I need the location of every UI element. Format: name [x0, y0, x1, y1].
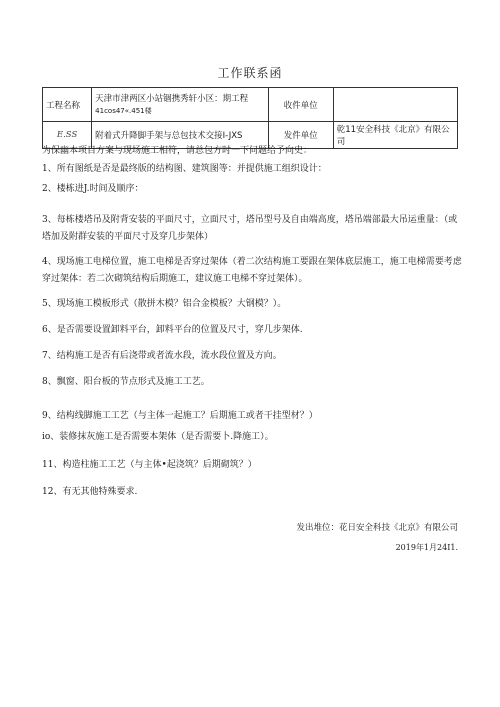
receiver-value: [333, 88, 457, 122]
list-item-4: 4、现场施工电梯位置，施工电梯是否穿过架体（着二次结构施工要跟在架体底层施工，施工电梯需要考虑穿过架体：若二次砌筑结构后期施工，建议施工电梯不穿过架体）。: [42, 257, 462, 284]
project-value-line2: 41cos47«.451楼: [95, 106, 152, 115]
sender-signature: 发出堆位：花日安全科技《北京》有限公司: [296, 523, 458, 533]
project-value-line1: 天津市津两区小站锢携秀轩小区：期工程: [95, 93, 249, 104]
list-item-12: 12、有无其他特殊要求.: [42, 487, 138, 497]
list-item-7: 7、结构施工是否有后浇带或者流水段，流水段位置及方向。: [42, 351, 282, 361]
list-item-1: 1、所有图纸是否是最终版的结构图、建筑图等：并提供施工组织设计：: [42, 164, 327, 174]
sender-value: 乾11安全科技《北京》有限公司: [333, 122, 457, 149]
letter-date: 2019年1月24I1.: [395, 543, 458, 552]
list-item-8: 8、飘窗、阳台板的节点形式及施工工艺。: [42, 377, 210, 387]
sender-label: 发件单位: [268, 122, 333, 149]
list-item-3: 3、每栋楼塔吊及附背安装的平面尺寸，立面尺寸，塔吊型号及自由端高度，塔吊端部最大吊运重量：（或塔加及附群安装的平面尺寸及穿几步架体）: [42, 215, 458, 242]
list-item-9: 9、结构线脚施工工艺（与主体一起施工？后期施工或者干挂型材？）: [42, 411, 318, 421]
header-table: [42, 87, 458, 149]
document-title: 工作联系函: [217, 66, 283, 80]
subject-value: 附着式升降脚手架与总包技术交接I-JXS: [92, 122, 268, 149]
receiver-label: 收件单位: [268, 88, 333, 122]
header-row-project: [43, 88, 458, 122]
list-item-11: 11、构造柱施工工艺（与主体•起浇筑？后期砌筑？）: [42, 460, 257, 470]
subject-label: E.SS: [43, 122, 92, 149]
list-item-10: io、装修抹灰施工是否需要本架体（是否需要卜.降施工）。: [42, 432, 274, 442]
project-value: [92, 88, 268, 122]
intro-paragraph: 为保幽本项目方案与现场施工相符，请总包方时一下问题给予向史：: [42, 146, 313, 156]
list-item-5: 5、现场施工模板形式（散拼木模？铝合金模板？大钢模？）。: [42, 299, 287, 309]
project-label: 工程名称: [43, 88, 92, 122]
list-item-2: 2、楼栋进J.时间及顺序：: [42, 184, 144, 194]
list-item-6: 6、是否需要设置卸料平台，卸料平台的位置及尺寸，穿几步架体.: [42, 325, 303, 335]
